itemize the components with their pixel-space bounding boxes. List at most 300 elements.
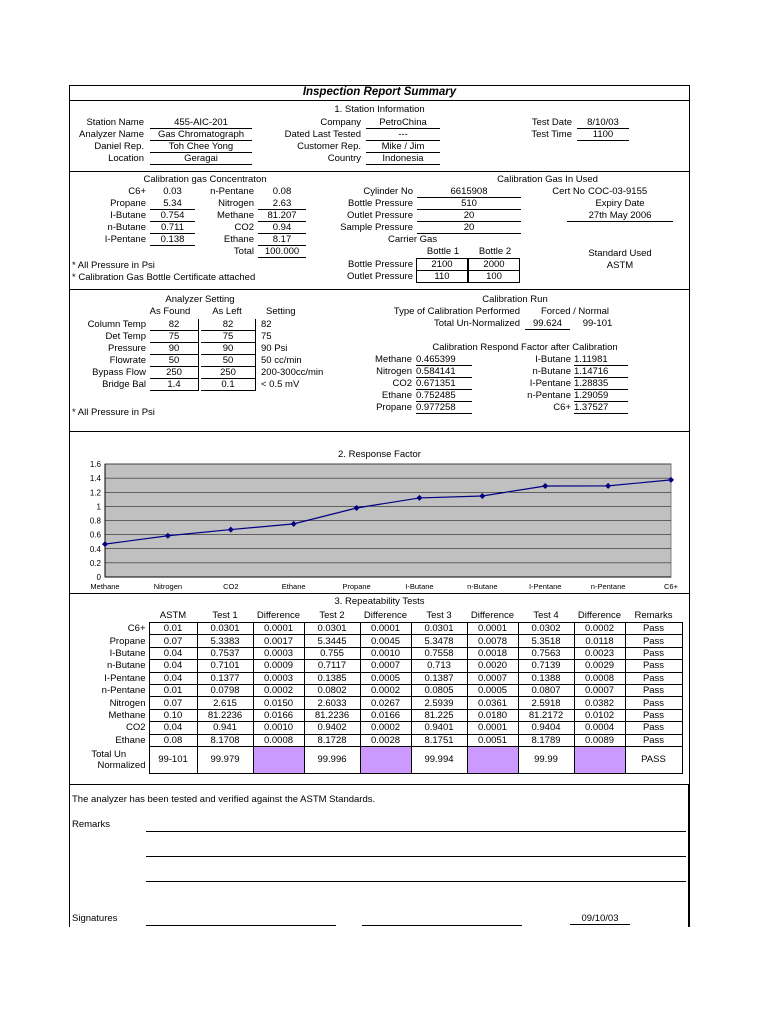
- table-cell: Pass: [625, 635, 682, 647]
- rf-right-label: I-Butane: [535, 354, 571, 365]
- analyzer-setting: 82: [261, 319, 272, 330]
- table-cell: 0.0051: [467, 734, 518, 746]
- conc-co2-label: CO2: [234, 222, 254, 233]
- repeat-heading: 3. Repeatability Tests: [334, 596, 425, 607]
- cg-outlet1-value: 110: [416, 270, 468, 283]
- table-cell: 0.0020: [467, 660, 518, 672]
- chart-y-tick-label: 1.2: [89, 488, 101, 498]
- table-row: [70, 672, 682, 684]
- column-header: Remarks: [634, 609, 673, 621]
- analyzer-as-left: 50: [201, 355, 256, 367]
- signature-line-2: [362, 925, 522, 926]
- gas-heading: Calibration Gas In Used: [497, 174, 598, 185]
- table-cell: Pass: [625, 623, 682, 635]
- table-cell: 0.0807: [518, 684, 574, 696]
- table-cell: 0.0007: [574, 684, 625, 696]
- analyzer-name-value: Gas Chromatograph: [150, 129, 252, 141]
- table-cell: 81.2236: [304, 709, 360, 721]
- chart-x-tick-label: Ethane: [281, 582, 306, 591]
- analyzer-setting-section: [70, 290, 689, 432]
- column-header: Test 1: [212, 609, 238, 621]
- chart-x-tick-label: CO2: [223, 582, 239, 591]
- table-cell: 0.0009: [253, 660, 304, 672]
- analyzer-as-found: 250: [150, 367, 199, 379]
- table-row: [70, 623, 682, 635]
- table-cell: 0.0150: [253, 697, 304, 709]
- table-cell: 0.1387: [411, 672, 467, 684]
- total-label-line-2: Normalized: [97, 759, 146, 771]
- analyzer-row-label: Column Temp: [87, 319, 146, 330]
- row-label: Methane: [108, 709, 146, 721]
- type-value: Forced / Normal: [540, 306, 610, 317]
- table-cell: 0.0001: [360, 623, 411, 635]
- rf-left-value: 0.977258: [416, 402, 472, 414]
- rf-left-label: Propane: [376, 402, 412, 413]
- chart-y-tick-label: 0.4: [89, 544, 101, 554]
- rf-left-label: Nitrogen: [376, 366, 412, 377]
- signatures-label: Signatures: [72, 913, 118, 924]
- dated-last-tested-value: ---: [366, 129, 440, 141]
- chart-y-tick-label: 1.6: [89, 460, 101, 469]
- table-cell: 0.0010: [253, 722, 304, 734]
- total-label-line-1: Total Un: [91, 748, 127, 760]
- report-frame: [69, 85, 690, 927]
- table-cell: 0.0001: [467, 722, 518, 734]
- sample-pressure-value: 20: [417, 222, 521, 234]
- table-cell: Pass: [625, 709, 682, 721]
- table-cell: Pass: [625, 734, 682, 746]
- total-un-label: Total Un-Normalized: [433, 318, 520, 329]
- chart-x-tick-label: n-Pentane: [590, 582, 626, 591]
- analyzer-setting: < 0.5 mV: [261, 379, 300, 390]
- table-cell: 5.3383: [197, 635, 253, 647]
- table-cell: 0.0078: [467, 635, 518, 647]
- expiry-value: 27th May 2006: [567, 210, 673, 222]
- bottle-pressure-label: Bottle Pressure: [348, 198, 413, 209]
- table-cell: 0.0008: [253, 734, 304, 746]
- table-cell: 0.7139: [518, 660, 574, 672]
- table-cell: 0.9404: [518, 722, 574, 734]
- table-cell: 0.0029: [574, 660, 625, 672]
- expiry-label: Expiry Date: [595, 198, 645, 209]
- table-cell: 2.5918: [518, 697, 574, 709]
- table-cell: Pass: [625, 684, 682, 696]
- table-cell: 0.0180: [467, 709, 518, 721]
- table-row: [70, 709, 682, 721]
- chart-x-tick-label: C6+: [664, 582, 678, 591]
- table-cell: 0.0008: [574, 672, 625, 684]
- calibration-gas-section: [70, 172, 689, 290]
- column-header: ASTM: [159, 609, 187, 621]
- chart-x-tick-label: Nitrogen: [153, 582, 183, 591]
- table-cell: 0.0004: [574, 722, 625, 734]
- table-cell: 2.6033: [304, 697, 360, 709]
- country-value: Indonesia: [366, 153, 440, 165]
- chart-x-tick-label: I-Pentane: [528, 582, 562, 591]
- total-un-value: 99.624: [525, 318, 570, 330]
- table-cell: Pass: [625, 660, 682, 672]
- certificate-note: * Calibration Gas Bottle Certificate attached: [72, 272, 256, 283]
- conc-ethane-label: Ethane: [223, 234, 254, 245]
- type-label: Type of Calibration Performed: [393, 306, 520, 317]
- row-label: n-Butane: [106, 660, 146, 672]
- table-cell: Pass: [625, 647, 682, 659]
- table-cell: 0.755: [304, 647, 360, 659]
- rf-right-value: 1.28835: [574, 378, 628, 390]
- row-label: C6+: [127, 623, 146, 635]
- sample-pressure-label: Sample Pressure: [340, 222, 413, 233]
- analyzer-setting: 50 cc/min: [261, 355, 302, 366]
- table-cell: 0.0301: [304, 623, 360, 635]
- rf-left-label: CO2: [392, 378, 412, 389]
- repeatability-table: [70, 608, 683, 774]
- rf-right-label: I-Pentane: [529, 378, 571, 389]
- table-cell: 0.04: [149, 660, 197, 672]
- analyzer-as-found: 82: [150, 319, 199, 331]
- table-row: [70, 647, 682, 659]
- table-cell: 0.0002: [360, 684, 411, 696]
- table-cell: 0.1377: [197, 672, 253, 684]
- table-cell: 2.5939: [411, 697, 467, 709]
- table-cell: 0.0798: [197, 684, 253, 696]
- table-cell: 0.0382: [574, 697, 625, 709]
- table-cell: Pass: [625, 697, 682, 709]
- rf-right-label: C6+: [553, 402, 571, 413]
- remarks-label: Remarks: [72, 819, 111, 830]
- customer-rep-label: Customer Rep.: [297, 141, 361, 152]
- table-cell: 0.0045: [360, 635, 411, 647]
- standard-used-label: Standard Used: [588, 248, 652, 259]
- analyzer-as-left: 90: [201, 343, 256, 355]
- station-heading: 1. Station Information: [334, 104, 425, 115]
- table-cell: 0.7563: [518, 647, 574, 659]
- chart-y-tick-label: 0.2: [89, 558, 101, 568]
- column-header: Test 3: [426, 609, 452, 621]
- chart-y-tick-label: 1: [96, 502, 101, 512]
- conc-nitrogen-label: Nitrogen: [218, 198, 254, 209]
- table-row: [70, 635, 682, 647]
- chart-x-tick-label: Propane: [342, 582, 371, 591]
- test-time-label: Test Time: [531, 129, 572, 140]
- table-cell: 0.7558: [411, 647, 467, 659]
- bottle2-label: Bottle 2: [478, 246, 512, 257]
- rf-right-value: 1.11981: [574, 354, 628, 366]
- chart-x-tick-label: n-Butane: [467, 582, 498, 591]
- analyzer-as-left: 75: [201, 331, 256, 343]
- table-cell: Pass: [625, 672, 682, 684]
- conc-ibutane-value: 0.754: [150, 210, 195, 222]
- report-title: Inspection Report Summary: [302, 86, 457, 98]
- respond-heading: Calibration Respond Factor after Calibration: [432, 342, 618, 353]
- analyzer-as-found: 50: [150, 355, 199, 367]
- table-cell: 0.1385: [304, 672, 360, 684]
- total-cell: 99.994: [411, 746, 467, 773]
- table-cell: 8.1789: [518, 734, 574, 746]
- table-cell: 0.0301: [197, 623, 253, 635]
- table-cell: 0.0007: [360, 660, 411, 672]
- column-header: Difference: [470, 609, 515, 621]
- conc-propane-value: 5.34: [150, 198, 195, 210]
- total-row: [70, 746, 682, 773]
- location-value: Geragai: [150, 153, 252, 165]
- table-cell: 0.0003: [253, 672, 304, 684]
- table-cell: 0.0017: [253, 635, 304, 647]
- analyzer-setting: 90 Psi: [261, 343, 288, 354]
- rf-left-value: 0.584141: [416, 366, 472, 378]
- table-cell: 0.0028: [360, 734, 411, 746]
- table-cell: 0.04: [149, 647, 197, 659]
- row-label: CO2: [125, 722, 146, 734]
- conc-ethane-value: 8.17: [258, 234, 306, 246]
- standard-used-value: ASTM: [606, 260, 634, 271]
- bottle-pressure-value: 510: [417, 198, 521, 210]
- rf-left-value: 0.671351: [416, 378, 472, 390]
- carrier-gas-label: Carrier Gas: [388, 234, 438, 245]
- table-cell: 8.1728: [304, 734, 360, 746]
- table-cell: 0.7537: [197, 647, 253, 659]
- table-cell: 81.2172: [518, 709, 574, 721]
- column-header: Test 2: [319, 609, 345, 621]
- table-cell: 0.0005: [360, 672, 411, 684]
- test-date-value: 8/10/03: [577, 117, 629, 129]
- table-cell: 0.01: [149, 684, 197, 696]
- rf-left-value: 0.465399: [416, 354, 472, 366]
- chart-title: 2. Response Factor: [338, 449, 421, 460]
- table-cell: 2.615: [197, 697, 253, 709]
- table-cell: 8.1708: [197, 734, 253, 746]
- total-cell: 99.996: [304, 746, 360, 773]
- daniel-rep-label: Daniel Rep.: [94, 141, 144, 152]
- table-cell: 0.0166: [253, 709, 304, 721]
- company-label: Company: [320, 117, 361, 128]
- rf-right-value: 1.29059: [574, 390, 628, 402]
- cert-no-label: Cert No: [552, 186, 585, 197]
- dated-last-tested-label: Dated Last Tested: [284, 129, 361, 140]
- rf-right-value: 1.37527: [574, 402, 628, 414]
- table-cell: 81.2236: [197, 709, 253, 721]
- conc-nbutane-value: 0.711: [150, 222, 195, 234]
- table-cell: 0.0361: [467, 697, 518, 709]
- test-date-label: Test Date: [531, 117, 572, 128]
- table-cell: 0.713: [411, 660, 467, 672]
- conc-c6-label: C6+: [128, 186, 146, 197]
- analyzer-name-label: Analyzer Name: [79, 129, 144, 140]
- table-cell: 0.9401: [411, 722, 467, 734]
- bottle1-label: Bottle 1: [426, 246, 460, 257]
- table-cell: 0.0007: [467, 672, 518, 684]
- analyzer-setting: 75: [261, 331, 272, 342]
- table-cell: 0.0018: [467, 647, 518, 659]
- row-label: n-Pentane: [101, 685, 146, 697]
- table-row: [70, 684, 682, 696]
- conc-ipentane-label: I-Pentane: [104, 234, 146, 245]
- chart-y-tick-label: 0.6: [89, 530, 101, 540]
- conc-nitrogen-value: 2.63: [258, 198, 306, 210]
- analyzer-as-left: 250: [201, 367, 256, 379]
- highlight-cell: [467, 746, 518, 773]
- run-heading: Calibration Run: [482, 294, 548, 305]
- table-row: [70, 660, 682, 672]
- total-cell: 99-101: [149, 746, 197, 773]
- table-cell: 0.7101: [197, 660, 253, 672]
- table-cell: 0.10: [149, 709, 197, 721]
- column-header: Difference: [577, 609, 622, 621]
- conc-nbutane-label: n-Butane: [107, 222, 146, 233]
- response-factor-section: [70, 432, 689, 594]
- cylinder-no-value: 6615908: [417, 186, 521, 198]
- total-cell: PASS: [625, 746, 682, 773]
- conc-total-label: Total: [233, 246, 254, 257]
- location-label: Location: [108, 153, 144, 164]
- rf-right-label: n-Pentane: [527, 390, 571, 401]
- table-cell: 5.3478: [411, 635, 467, 647]
- chart-y-tick-label: 1.4: [89, 474, 101, 484]
- daniel-rep-value: Toh Chee Yong: [150, 141, 252, 153]
- table-cell: 0.0089: [574, 734, 625, 746]
- highlight-cell: [574, 746, 625, 773]
- conc-methane-label: Methane: [217, 210, 254, 221]
- analyzer-heading: Analyzer Setting: [165, 294, 235, 305]
- conc-propane-label: Propane: [110, 198, 146, 209]
- table-cell: 5.3518: [518, 635, 574, 647]
- station-information-section: [70, 101, 689, 172]
- analyzer-row-label: Det Temp: [105, 331, 146, 342]
- remarks-line-3: [146, 881, 686, 882]
- table-cell: 0.07: [149, 635, 197, 647]
- analyzer-as-found: 90: [150, 343, 199, 355]
- analyzer-row-label: Flowrate: [109, 355, 146, 366]
- column-header: Difference: [256, 609, 301, 621]
- table-cell: 0.0005: [467, 684, 518, 696]
- footer-section: [70, 785, 689, 927]
- cg-outlet-pressure-label: Outlet Pressure: [347, 271, 413, 282]
- table-cell: 0.0003: [253, 647, 304, 659]
- chart-y-tick-label: 0: [96, 573, 101, 582]
- station-name-value: 455-AIC-201: [150, 117, 252, 129]
- row-label: Ethane: [115, 734, 146, 746]
- column-header: Difference: [363, 609, 408, 621]
- total-un-range: 99-101: [582, 318, 613, 329]
- table-cell: 81.225: [411, 709, 467, 721]
- rf-left-label: Methane: [375, 354, 412, 365]
- analyzer-row-label: Bypass Flow: [92, 367, 146, 378]
- table-cell: 0.0302: [518, 623, 574, 635]
- header-blank: [70, 608, 149, 623]
- table-cell: 0.0301: [411, 623, 467, 635]
- table-cell: 0.04: [149, 672, 197, 684]
- table-cell: 0.0010: [360, 647, 411, 659]
- conc-co2-value: 0.94: [258, 222, 306, 234]
- cg-outlet2-value: 100: [468, 270, 520, 283]
- highlight-cell: [360, 746, 411, 773]
- signature-date: 09/10/03: [570, 913, 630, 925]
- conc-total-value: 100.000: [258, 246, 306, 258]
- cg-bottle2-value: 2000: [468, 258, 520, 271]
- response-factor-chart: [70, 432, 689, 593]
- total-cell: 99.99: [518, 746, 574, 773]
- rf-right-label: n-Butane: [532, 366, 571, 377]
- table-cell: 0.0023: [574, 647, 625, 659]
- cylinder-no-label: Cylinder No: [363, 186, 413, 197]
- verification-statement: The analyzer has been tested and verified against the ASTM Standards.: [72, 794, 376, 805]
- row-label: Propane: [109, 635, 146, 647]
- table-cell: 5.3445: [304, 635, 360, 647]
- rf-left-label: Ethane: [381, 390, 412, 401]
- conc-ibutane-label: I-Butane: [110, 210, 146, 221]
- outlet-pressure-label: Outlet Pressure: [347, 210, 413, 221]
- analyzer-as-found: 1.4: [150, 379, 199, 391]
- analyzer-as-found: 75: [150, 331, 199, 343]
- station-name-label: Station Name: [86, 117, 144, 128]
- conc-npentane-label: n-Pentane: [210, 186, 254, 197]
- table-cell: 0.0002: [253, 684, 304, 696]
- row-label: I-Pentane: [104, 672, 146, 684]
- total-label: [70, 746, 149, 773]
- column-header: Test 4: [533, 609, 559, 621]
- table-cell: 0.04: [149, 722, 197, 734]
- conc-heading: Calibration gas Concentraton: [143, 174, 267, 185]
- outlet-pressure-value: 20: [417, 210, 521, 222]
- table-row: [70, 697, 682, 709]
- country-label: Country: [327, 153, 361, 164]
- analyzer-as-left: 0.1: [201, 379, 256, 391]
- report-title-bar: [70, 86, 689, 101]
- signature-line-1: [146, 925, 336, 926]
- as-found-label: As Found: [149, 306, 191, 317]
- row-label: Nitrogen: [109, 697, 146, 709]
- table-cell: 0.0001: [467, 623, 518, 635]
- chart-x-tick-label: Methane: [90, 582, 120, 591]
- remarks-line-1: [146, 831, 686, 832]
- table-cell: 8.1751: [411, 734, 467, 746]
- rf-left-value: 0.752485: [416, 390, 472, 402]
- table-cell: 0.9402: [304, 722, 360, 734]
- chart-y-tick-label: 0.8: [89, 516, 101, 526]
- as-left-label: As Left: [212, 306, 242, 317]
- analyzer-pressure-note: * All Pressure in Psi: [72, 407, 155, 418]
- setting-label: Setting: [266, 306, 296, 317]
- table-cell: 0.0001: [253, 623, 304, 635]
- conc-ipentane-value: 0.138: [150, 234, 195, 246]
- test-time-value: 1100: [577, 129, 629, 141]
- rf-right-value: 1.14716: [574, 366, 628, 378]
- row-label: I-Butane: [109, 647, 146, 659]
- table-cell: 0.0002: [574, 623, 625, 635]
- customer-rep-value: Mike / Jim: [366, 141, 440, 153]
- analyzer-row-label: Pressure: [107, 343, 146, 354]
- conc-methane-value: 81.207: [258, 210, 306, 222]
- cert-no-value: COC-03-9155: [588, 186, 648, 197]
- highlight-cell: [253, 746, 304, 773]
- total-cell: 99.979: [197, 746, 253, 773]
- table-row: [70, 734, 682, 746]
- company-value: PetroChina: [366, 117, 440, 129]
- table-cell: Pass: [625, 722, 682, 734]
- analyzer-as-left: 82: [201, 319, 256, 331]
- table-cell: 0.0166: [360, 709, 411, 721]
- table-cell: 0.0802: [304, 684, 360, 696]
- table-cell: 0.941: [197, 722, 253, 734]
- pressure-note: * All Pressure in Psi: [72, 260, 155, 271]
- table-cell: 0.07: [149, 697, 197, 709]
- conc-npentane-value: 0.08: [272, 186, 292, 197]
- table-cell: 0.1388: [518, 672, 574, 684]
- conc-c6-value: 0.03: [163, 186, 182, 197]
- table-cell: 0.08: [149, 734, 197, 746]
- table-cell: 0.0805: [411, 684, 467, 696]
- table-cell: 0.01: [149, 623, 197, 635]
- table-cell: 0.0002: [360, 722, 411, 734]
